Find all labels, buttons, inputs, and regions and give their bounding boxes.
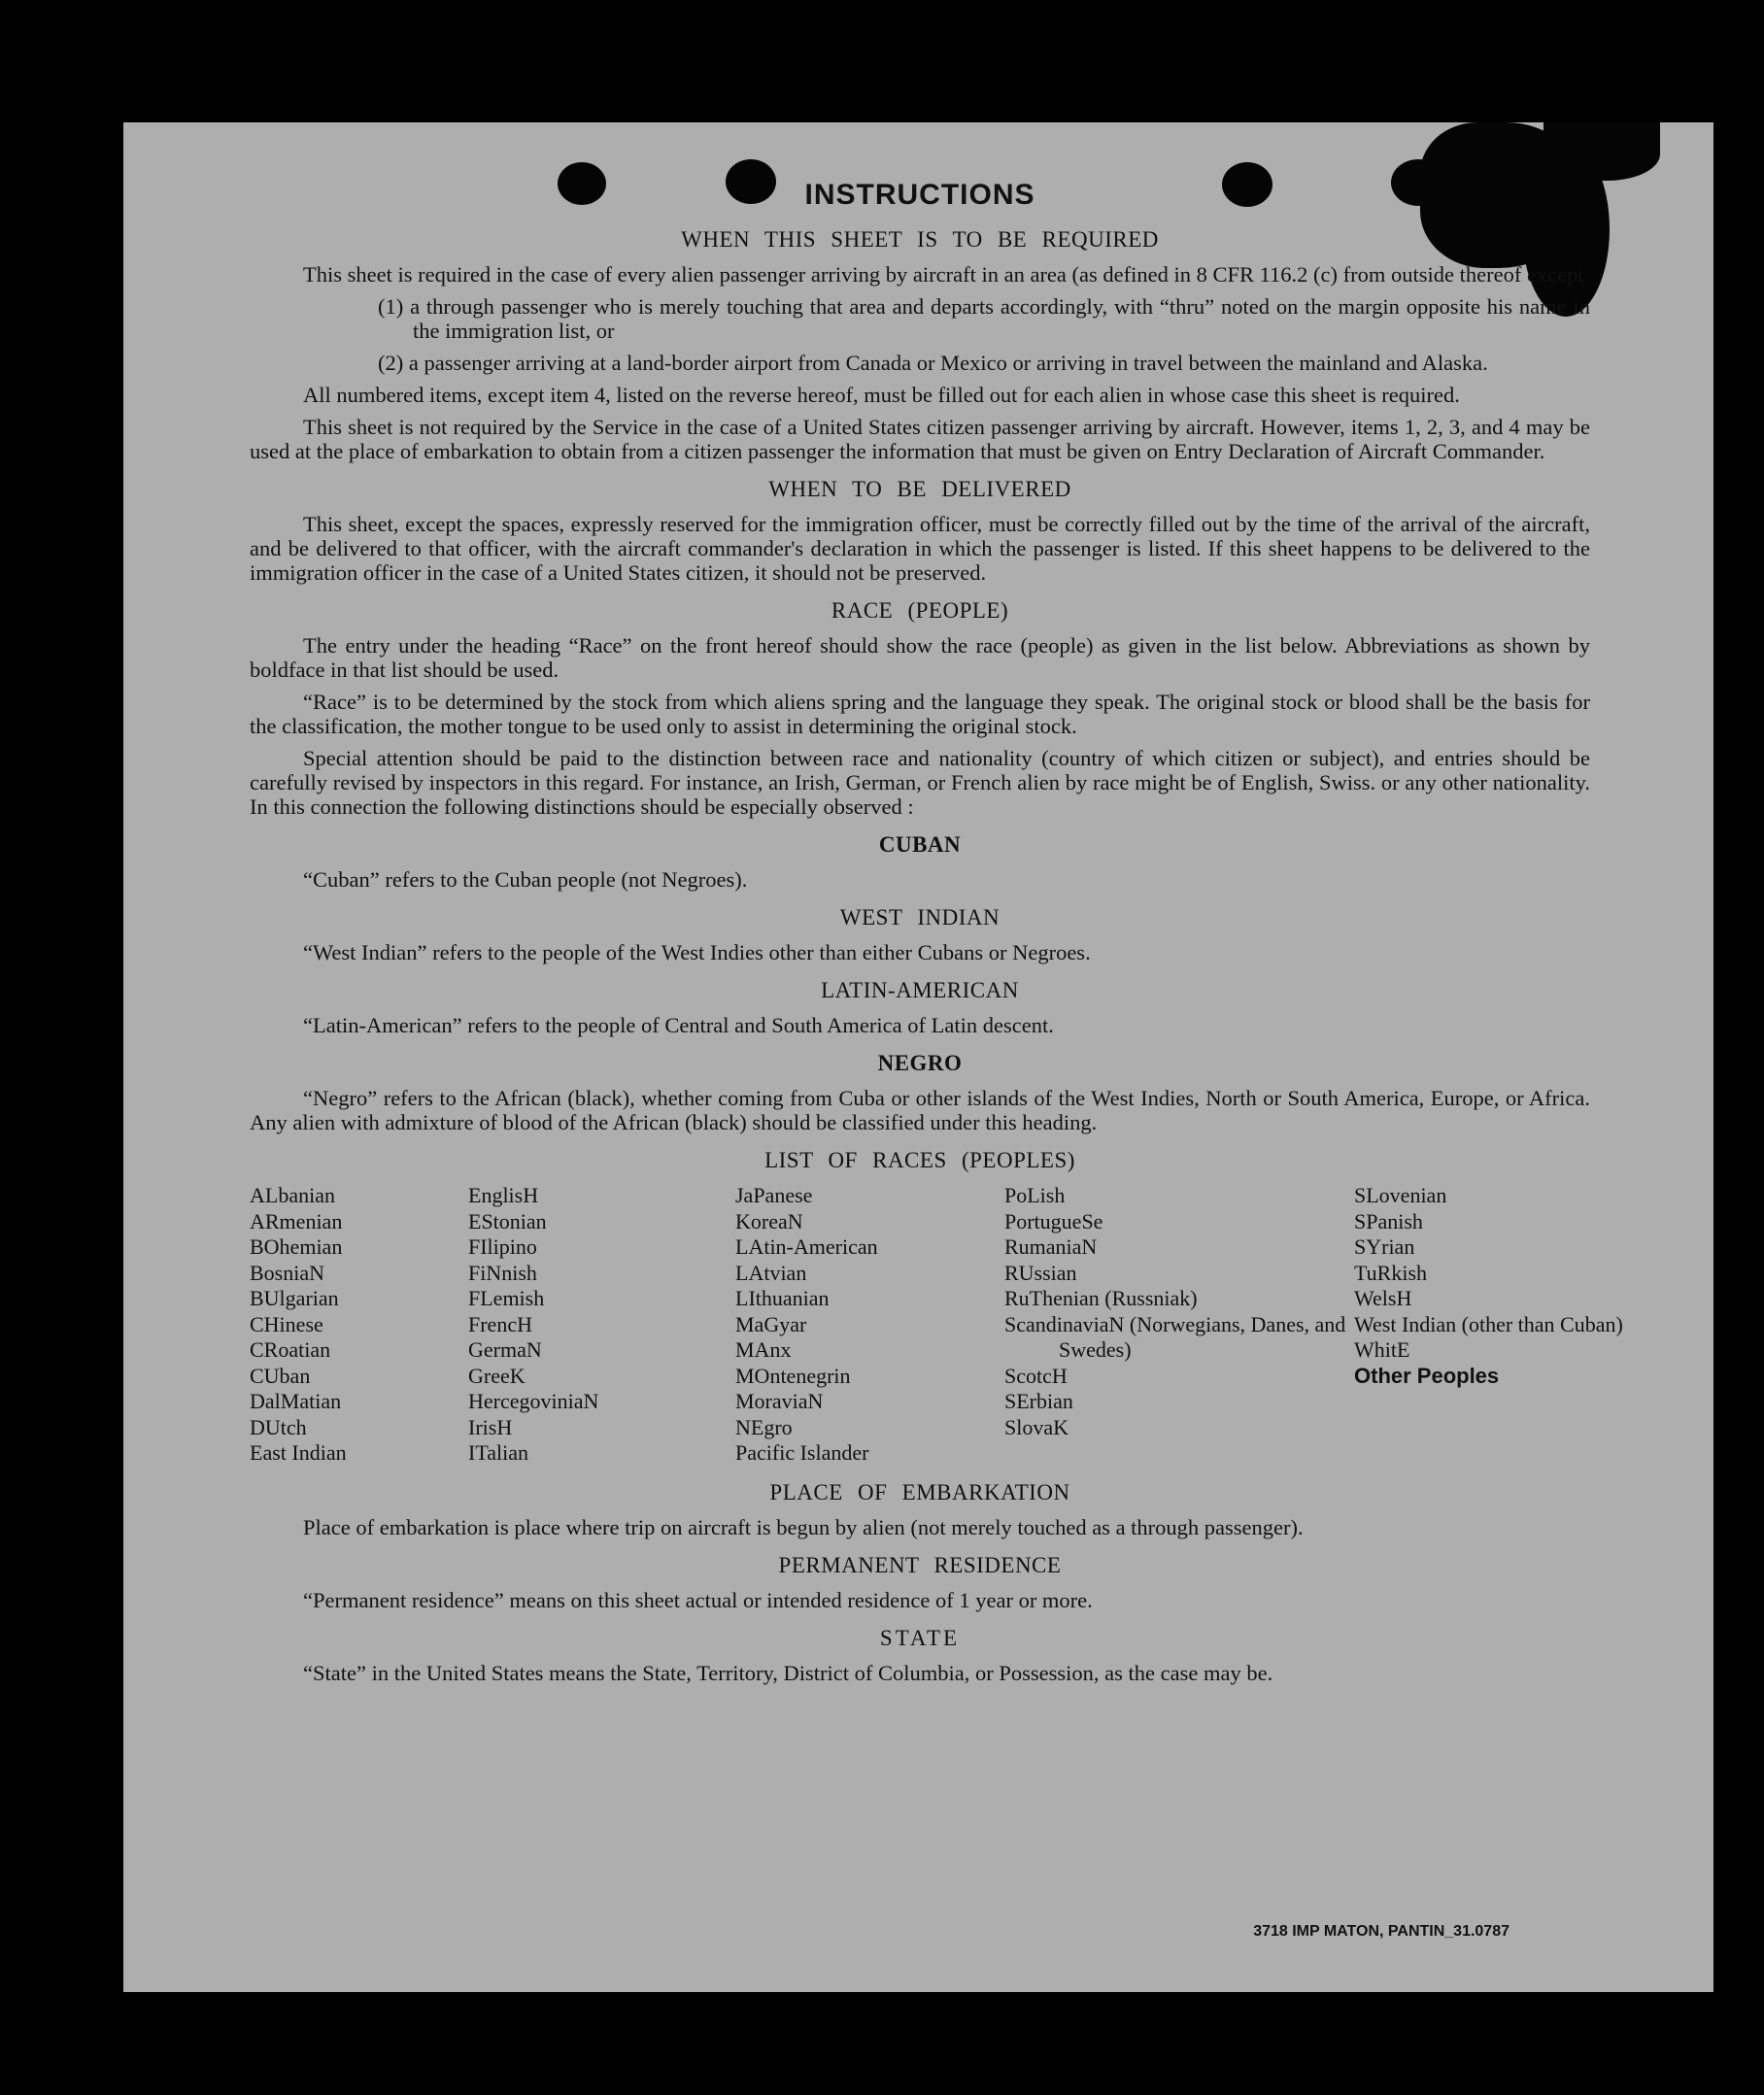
race-item: FiNnish (468, 1260, 537, 1285)
race-item: RUssian (1004, 1260, 1077, 1285)
race-item: MOntenegrin (735, 1363, 851, 1388)
race-item: JaPanese (735, 1183, 813, 1207)
race-item: MaGyar (735, 1311, 807, 1336)
race-item: IrisH (468, 1414, 513, 1439)
race-item: FIlipino (468, 1234, 537, 1259)
race-item: EnglisH (468, 1183, 539, 1207)
race-item: DUtch (250, 1414, 307, 1439)
page-title: INSTRUCTIONS (804, 179, 1035, 211)
section-heading: WHEN TO BE DELIVERED (768, 477, 1071, 501)
race-item: MAnx (735, 1337, 792, 1362)
paragraph: This sheet is required in the case of every alien passenger arriving by aircraft in an area (as defined in 8 CFR 116.2 (c) from outside thereof except (303, 262, 1584, 287)
list-item: (2) a passenger arriving at a land-border airport from Canada or Mexico or arriving in travel between the mainland and Alaska. (378, 351, 1488, 375)
section-heading: CUBAN (878, 832, 962, 857)
race-item: SlovaK (1004, 1414, 1069, 1439)
race-item: ARmenian (250, 1208, 343, 1233)
race-item: LIthuanian (735, 1286, 830, 1310)
race-column (468, 1183, 735, 1467)
section-heading: PLACE OF EMBARKATION (769, 1479, 1070, 1504)
race-item: West Indian (other than Cuban) (1354, 1311, 1623, 1336)
instructions-content (250, 179, 1623, 1685)
paragraph: All numbered items, except item 4, listed on the reverse hereof, must be filled out for each alien in whose case this sheet is required. (303, 383, 1460, 407)
section-heading: RACE (PEOPLE) (831, 598, 1009, 623)
race-item: PortugueSe (1004, 1208, 1103, 1233)
race-item: RumaniaN (1004, 1234, 1098, 1259)
paragraph: Place of embarkation is place where trip on aircraft is begun by alien (not merely touched as a through passenger). (303, 1514, 1304, 1539)
paragraph: “Permanent residence” means on this sheet actual or intended residence of 1 year or more. (303, 1587, 1093, 1612)
race-item: LAtin-American (735, 1234, 878, 1259)
race-item: GreeK (468, 1363, 526, 1388)
race-item: FLemish (468, 1286, 545, 1310)
race-item: BUlgarian (250, 1286, 339, 1310)
race-item: SPanish (1354, 1208, 1423, 1233)
race-item: NEgro (735, 1414, 793, 1439)
paragraph: The entry under the heading “Race” on the front hereof should show the race (people) as given in the list below. Abbreviations as shown by boldface in that list should be used. (250, 633, 1590, 682)
paragraph: “West Indian” refers to the people of the West Indies other than either Cubans or Negroes. (303, 940, 1091, 964)
race-item: BosniaN (250, 1260, 324, 1285)
race-item: ScandinaviaN (Norwegians, Danes, and Swedes) (1004, 1311, 1346, 1362)
paragraph: “State” in the United States means the State, Territory, District of Columbia, or Possession, as the case may be. (303, 1660, 1273, 1685)
section-heading: WHEN THIS SHEET IS TO BE REQUIRED (681, 227, 1159, 252)
race-item: SLovenian (1354, 1183, 1447, 1207)
printer-mark: 3718 IMP MATON, PANTIN_31.0787 (1253, 1923, 1510, 1940)
race-item: BOhemian (250, 1234, 343, 1259)
race-column (735, 1183, 1004, 1467)
race-item: ITalian (468, 1440, 528, 1465)
section-heading: LATIN-AMERICAN (821, 978, 1019, 1002)
race-item: FrencH (468, 1311, 532, 1336)
race-column (250, 1183, 468, 1467)
race-item: Pacific Islander (735, 1440, 869, 1465)
paragraph: “Negro” refers to the African (black), whether coming from Cuba or other islands of the West Indies, North or South America, Europe, or Africa. Any alien with admixture of blood of the African (black) should be classified under this heading. (250, 1086, 1590, 1134)
race-item: CRoatian (250, 1337, 331, 1362)
paragraph: Special attention should be paid to the distinction between race and nationality (country of which citizen or subject), and entries should be carefully revised by inspectors in this regard. For instance, an Irish, German, or French alien by race might be of English, Swiss. or any other nationality. In this connection the following distinctions should be especially observed : (250, 746, 1590, 819)
race-item: PoLish (1004, 1183, 1066, 1207)
race-item: CUban (250, 1363, 311, 1388)
race-item: SErbian (1004, 1389, 1073, 1413)
race-item: KoreaN (735, 1208, 803, 1233)
race-column (1004, 1183, 1354, 1467)
race-item: MoraviaN (735, 1389, 824, 1413)
paragraph: “Race” is to be determined by the stock from which aliens spring and the language they speak. The original stock or blood shall be the basis for the classification, the mother tongue to be used only to assist in determining the original stock. (250, 690, 1590, 738)
race-item: GermaN (468, 1337, 542, 1362)
race-column (1354, 1183, 1623, 1467)
race-item: WhitE (1354, 1337, 1410, 1362)
race-item: WelsH (1354, 1286, 1412, 1310)
paragraph: “Cuban” refers to the Cuban people (not Negroes). (303, 867, 748, 892)
race-item: LAtvian (735, 1260, 807, 1285)
race-item: DalMatian (250, 1389, 342, 1413)
paragraph: This sheet, except the spaces, expressly reserved for the immigration officer, must be correctly filled out by the time of the arrival of the aircraft, and be delivered to that officer, with the aircraft commander's declaration in which the passenger is listed. If this sheet happens to be delivered to the immigration officer in the case of a United States citizen, it should not be preserved. (250, 512, 1590, 585)
section-heading: STATE (879, 1625, 961, 1650)
race-item: Other Peoples (1354, 1363, 1500, 1388)
section-heading: LIST OF RACES (PEOPLES) (764, 1148, 1075, 1172)
race-item: CHinese (250, 1311, 323, 1336)
race-item: RuThenian (Russniak) (1004, 1286, 1198, 1310)
race-item: East Indian (250, 1440, 347, 1465)
section-heading: NEGRO (877, 1051, 963, 1075)
race-item: ALbanian (250, 1183, 335, 1207)
paragraph: This sheet is not required by the Service in the case of a United States citizen passenger arriving by aircraft. However, items 1, 2, 3, and 4 may be used at the place of embarkation to obtain from a citizen passenger the information that must be given on Entry Declaration of Aircraft Commander. (250, 415, 1590, 463)
paragraph: “Latin-American” refers to the people of Central and South America of Latin descent. (303, 1013, 1054, 1037)
race-item: ScotcH (1004, 1363, 1068, 1388)
section-heading: PERMANENT RESIDENCE (778, 1552, 1062, 1577)
race-item: SYrian (1354, 1234, 1415, 1259)
section-heading: WEST INDIAN (839, 905, 1001, 929)
race-item: HercegoviniaN (468, 1389, 599, 1413)
race-item: EStonian (468, 1208, 547, 1233)
form-sheet (123, 122, 1713, 1992)
race-list (250, 1183, 1623, 1467)
list-item: (1) a through passenger who is merely touching that area and departs accordingly, with “thru” noted on the margin opposite his name in the immigration list, or (378, 294, 1590, 343)
race-item: TuRkish (1354, 1260, 1428, 1285)
